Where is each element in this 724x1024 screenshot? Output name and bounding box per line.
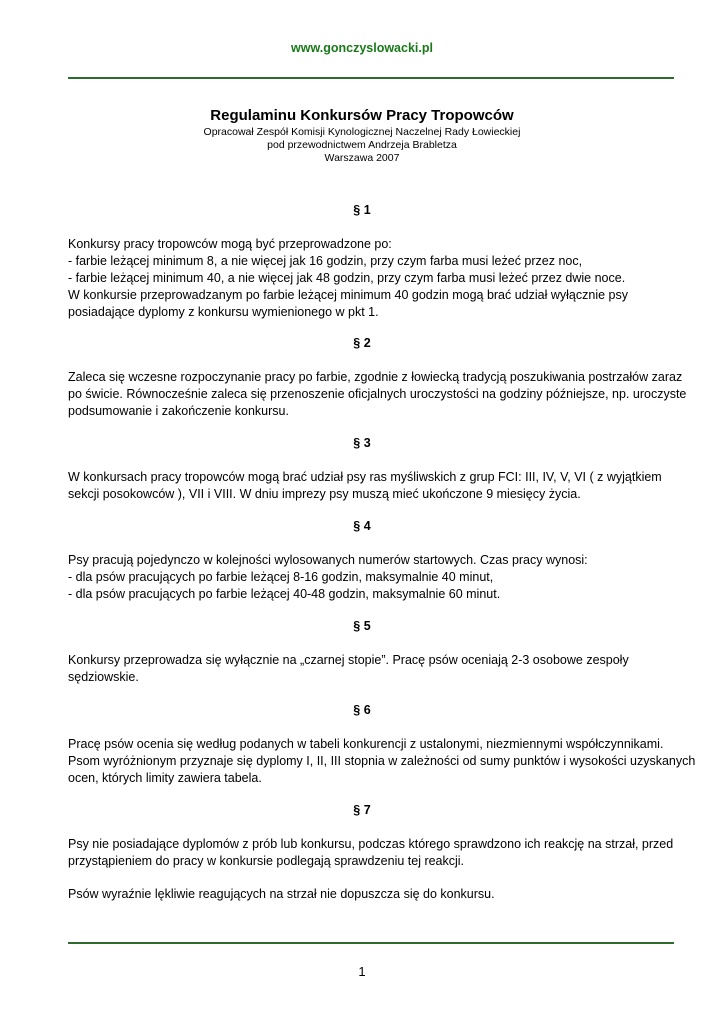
section-5-text <box>68 652 678 686</box>
header-divider <box>68 77 674 79</box>
text-line: ocen, których limity zawiera tabela. <box>68 771 262 785</box>
text-line: - farbie leżącej minimum 40, a nie więcej jak 48 godzin, przy czym farba musi leżeć przez dwie noce. <box>68 271 626 285</box>
website-header: www.gonczyslowacki.pl <box>291 41 433 55</box>
footer-divider <box>68 942 674 944</box>
text-line: Psom wyróżnionym przyznaje się dyplomy I, II, III stopnia w zależności od sumy punktów i wysokości uzyskanych <box>68 754 696 768</box>
chair-line: pod przewodnictwem Andrzeja Brabletza <box>267 139 457 151</box>
text-line: sędziowskie. <box>68 670 139 684</box>
text-line: przystąpieniem do pracy w konkursie podlegają sprawdzeniu tej reakcji. <box>68 854 465 868</box>
section-heading-5: § 5 <box>353 619 371 633</box>
text-line: Psów wyraźnie lękliwie reagujących na strzał nie dopuszcza się do konkursu. <box>68 887 495 901</box>
section-heading-7: § 7 <box>353 803 371 817</box>
section-7-text <box>68 836 678 870</box>
title-block <box>0 107 724 165</box>
text-line: po świcie. Równocześnie zaleca się przenoszenie oficjalnych uroczystości na godziny późniejsze, np. uroczyste <box>68 387 687 401</box>
text-line: posiadające dyplomy z konkursu wymienionego w pkt 1. <box>68 305 379 319</box>
text-line: Psy nie posiadające dyplomów z prób lub konkursu, podczas którego sprawdzono ich reakcję na strzał, przed <box>68 837 674 851</box>
document-title: Regulaminu Konkursów Pracy Tropowców <box>210 107 514 124</box>
text-line: Konkursy pracy tropowców mogą być przeprowadzone po: <box>68 237 392 251</box>
section-7-note <box>68 886 678 903</box>
text-line: Psy pracują pojedynczo w kolejności wylosowanych numerów startowych. Czas pracy wynosi: <box>68 553 588 567</box>
section-3-text <box>68 469 678 503</box>
section-6-text <box>68 736 696 787</box>
section-2-text <box>68 369 687 420</box>
section-heading-4: § 4 <box>353 519 371 533</box>
text-line: podsumowanie i zakończenie konkursu. <box>68 404 289 418</box>
section-heading-3: § 3 <box>353 436 371 450</box>
section-heading-2: § 2 <box>353 336 371 350</box>
section-heading-1: § 1 <box>353 203 371 217</box>
text-line: Konkursy przeprowadza się wyłącznie na „czarnej stopie”. Pracę psów oceniają 2-3 osobowe zespoły <box>68 653 629 667</box>
author-line: Opracował Zespół Komisji Kynologicznej Naczelnej Rady Łowieckiej <box>203 126 521 138</box>
section-heading-6: § 6 <box>353 703 371 717</box>
page-number: 1 <box>358 964 366 979</box>
text-line: W konkursie przeprowadzanym po farbie leżącej minimum 40 godzin mogą brać udział wyłącznie psy <box>68 288 628 302</box>
text-line: - farbie leżącej minimum 8, a nie więcej jak 16 godzin, przy czym farba musi leżeć przez noc, <box>68 254 583 268</box>
place-date-line: Warszawa 2007 <box>324 152 400 164</box>
text-line: Pracę psów ocenia się według podanych w tabeli konkurencji z ustalonymi, niezmiennymi współczynnikami. <box>68 737 664 751</box>
text-line: - dla psów pracujących po farbie leżącej 40-48 godzin, maksymalnie 60 minut. <box>68 587 501 601</box>
text-line: - dla psów pracujących po farbie leżącej 8-16 godzin, maksymalnie 40 minut, <box>68 570 494 584</box>
text-line: sekcji posokowców ), VII i VIII. W dniu imprezy psy muszą mieć ukończone 9 miesięcy życia. <box>68 487 581 501</box>
text-line: W konkursach pracy tropowców mogą brać udział psy ras myśliwskich z grup FCI: III, IV, V, VI ( z wyjątkiem <box>68 470 662 484</box>
text-line: Zaleca się wczesne rozpoczynanie pracy po farbie, zgodnie z łowiecką tradycją poszukiwania postrzałów zaraz <box>68 370 683 384</box>
section-4-text <box>68 552 678 603</box>
section-1-text <box>68 236 678 321</box>
